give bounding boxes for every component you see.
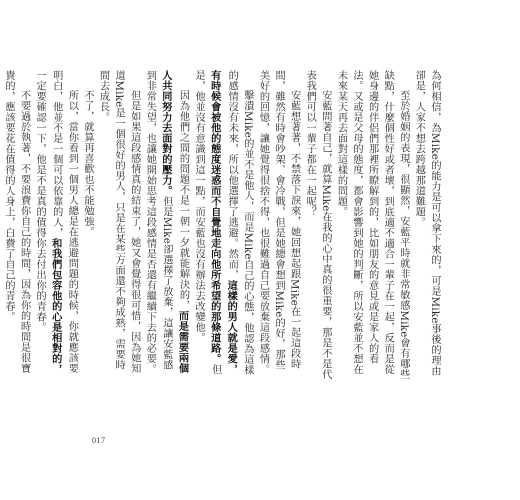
body-text: 安藍問著自己，就算Mike在我的心中真的很重要，那是不是代表我們可以一輩子都在一起呢？ (304, 70, 331, 380)
emphasized-text: 和我們包容他的心是相對的， (49, 238, 62, 375)
body-text: 不了，就算再喜歡也不能勉強。 (81, 90, 93, 238)
paragraph (411, 70, 442, 380)
body-text: 安藍想著著，不禁落下淚來，她回想起跟Mike在一起這段時間，雖然有時會吵架、會冷戰，但是她總會想到Mike的好，那些美好的回憶，讓她覺得很捨不得，也很難過自己要放棄這段感情。 (257, 70, 300, 375)
paragraph (32, 70, 80, 380)
paragraph (0, 70, 31, 380)
emphasized-text: 這樣的男人就是愛，有時候會被他的態度迷惑而不自覺地走向他所希望的那條道路。 (208, 70, 238, 375)
paragraph (95, 70, 142, 380)
paragraph (333, 70, 411, 380)
body-text: 一定要確認一下，他是不是真的值得你去付出你的青春。 (34, 70, 46, 333)
paragraph (79, 70, 95, 380)
body-text: 不要過於執著，不要浪費你自己的時間，因為你的時間是很寶貴的，應該要花在值得的人身上，白費了自己的青春。 (2, 70, 30, 374)
body-text: 但是Mike卻選擇了放棄，這讓安藍感到非常失望，也讓她開始思考這段感情是否還有繼續下去的必要。 (144, 70, 172, 375)
paragraph (255, 70, 302, 380)
paragraph (191, 70, 255, 380)
body-text: 至於婚姻的表現，很顯然，安藍平時就非常敏感Mike會有哪些缺點，什麼個性好或者壞，到底適不適合一輩子在一起，反而是從她身邊的伴侶們那裡所瞭解到的，比如朋友的意見或是家人的看法。又或是父母的態度，都會影響到她的判斷，所以安藍並不想在未來某天再去面對這樣的問題。 (335, 70, 409, 380)
body-text: 所以，當你看到一個男人總是在逃避問題的時候，你就應該要明白，他並不是一個可以依靠的人， (50, 70, 78, 374)
paragraph (142, 70, 191, 380)
emphasized-text: 而是需要兩個人共同努力去面對的壓力。 (159, 70, 189, 374)
page-number: 017 (92, 436, 106, 445)
body-text: 擊潰Mike的並不是他人，而是Mike自己的心態，他認為這樣的感情沒有未來，所以他選擇了逃避。然而， (226, 70, 253, 376)
body-text: 但是如果這段感情真的結束了，她又會覺得很可惜，因為她知道Mike是一個很好的男人，只是在某些方面還不夠成熟，需要時間去成長。 (97, 70, 140, 374)
body-text: 為何相信，為Mike的能力是可以拿下來的，可是Mike事後的理由卻是，人家不想去跨越那道難題。 (413, 70, 440, 377)
body-text: 因為他們之間的問題不是一朝一夕就能解決的， (177, 90, 189, 311)
body-text: 但是，他並沒有意識到這一點，而安藍也沒有辦法去改變他。 (193, 70, 221, 375)
paragraph (302, 70, 333, 380)
vertical-text-block (2, 70, 442, 380)
